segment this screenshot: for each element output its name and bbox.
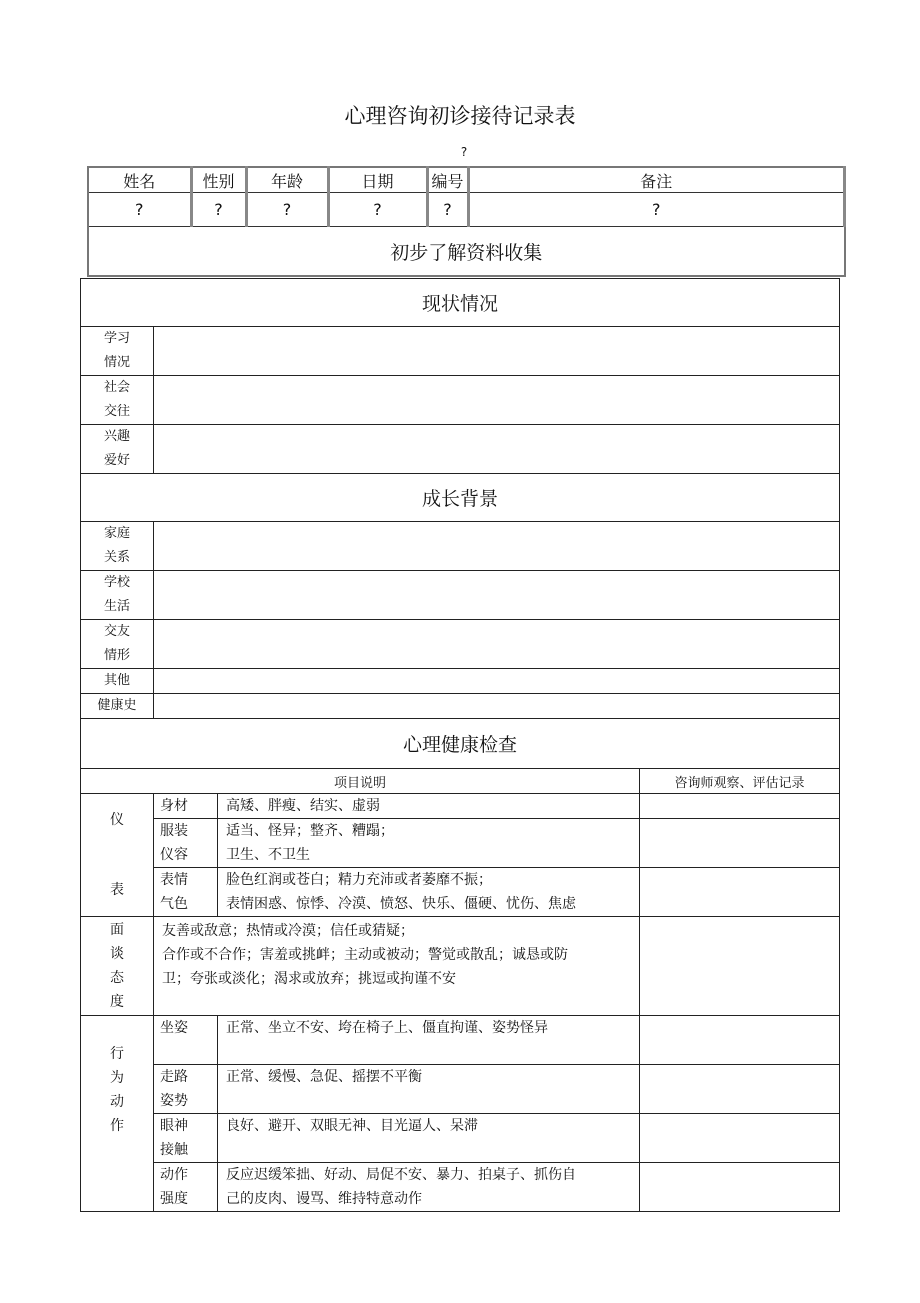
sit-desc: 正常、坐立不安、垮在椅子上、僵直拘谨、姿势怪异 (218, 1016, 640, 1065)
table-row (81, 1163, 840, 1212)
behavior-category: 行 为 动 作 (81, 1016, 154, 1212)
col-remarks: 备注 (468, 167, 845, 193)
table-row (81, 522, 840, 571)
table-row (81, 1016, 840, 1065)
school-field[interactable] (154, 571, 840, 620)
friends-label: 交友 情形 (81, 620, 154, 669)
eye-label: 眼神 接触 (154, 1114, 218, 1163)
hobby-field[interactable] (154, 425, 840, 474)
col-date: 日期 (328, 167, 427, 193)
action-record[interactable] (640, 1163, 840, 1212)
mental-check-column-header (81, 769, 840, 794)
col-gender: 性别 (191, 167, 246, 193)
eye-record[interactable] (640, 1114, 840, 1163)
body-label: 身材 (154, 794, 218, 819)
table-row (81, 376, 840, 425)
health-history-label: 健康史 (81, 694, 154, 719)
body-desc: 高矮、胖瘦、结实、虚弱 (218, 794, 640, 819)
table-row (81, 819, 840, 868)
eye-desc: 良好、避开、双眼无神、目光逼人、呆滞 (218, 1114, 640, 1163)
table-row (81, 868, 840, 917)
walk-desc: 正常、缓慢、急促、摇摆不平衡 (218, 1065, 640, 1114)
number-value[interactable]: ? (427, 193, 468, 227)
table-row (81, 794, 840, 819)
age-value[interactable]: ? (246, 193, 328, 227)
basic-info-table (87, 166, 846, 277)
gender-value[interactable]: ? (191, 193, 246, 227)
assessment-table (80, 278, 840, 1212)
table-row (81, 327, 840, 376)
health-history-field[interactable] (154, 694, 840, 719)
basic-info-value-row (88, 193, 845, 227)
other-field[interactable] (154, 669, 840, 694)
other-label: 其他 (81, 669, 154, 694)
col-number: 编号 (427, 167, 468, 193)
school-label: 学校 生活 (81, 571, 154, 620)
friends-field[interactable] (154, 620, 840, 669)
table-row (81, 669, 840, 694)
hobby-label: 兴趣 爱好 (81, 425, 154, 474)
table-row (81, 571, 840, 620)
table-row (81, 694, 840, 719)
mental-check-heading: 心理健康检查 (81, 719, 840, 769)
counselor-record-header: 咨询师观察、评估记录 (640, 769, 840, 794)
table-row (81, 425, 840, 474)
walk-record[interactable] (640, 1065, 840, 1114)
attitude-desc: 友善或敌意；热情或冷漠；信任或猜疑； 合作或不合作；害羞或挑衅；主动或被动；警觉或散乱；诚恳或防 卫；夸张或淡化；渴求或放弃；挑逗或拘谨不安 (154, 917, 640, 1016)
face-label: 表情 气色 (154, 868, 218, 917)
social-field[interactable] (154, 376, 840, 425)
appearance-category: 仪 表 (81, 794, 154, 917)
sit-label: 坐姿 (154, 1016, 218, 1065)
study-field[interactable] (154, 327, 840, 376)
basic-info-header-row (88, 167, 845, 193)
info-collection-row (88, 227, 845, 277)
dress-record[interactable] (640, 819, 840, 868)
attitude-category: 面 谈 态 度 (81, 917, 154, 1016)
mental-check-section (81, 719, 840, 769)
table-row (81, 1065, 840, 1114)
table-row (81, 620, 840, 669)
face-desc: 脸色红润或苍白；精力充沛或者萎靡不振； 表情困惑、惊悸、冷漠、愤怒、快乐、僵硬、忧伤、焦虑 (218, 868, 640, 917)
study-label: 学习 情况 (81, 327, 154, 376)
table-row (81, 1114, 840, 1163)
social-label: 社会 交往 (81, 376, 154, 425)
col-name: 姓名 (88, 167, 191, 193)
item-description-header: 项目说明 (81, 769, 640, 794)
table-row (81, 917, 840, 1016)
family-field[interactable] (154, 522, 840, 571)
action-label: 动作 强度 (154, 1163, 218, 1212)
info-collection-heading: 初步了解资料收集 (88, 227, 845, 277)
current-status-section (81, 279, 840, 327)
dress-desc: 适当、怪异；整齐、糟蹋； 卫生、不卫生 (218, 819, 640, 868)
dress-label: 服装 仪容 (154, 819, 218, 868)
walk-label: 走路 姿势 (154, 1065, 218, 1114)
date-value[interactable]: ? (328, 193, 427, 227)
attitude-record[interactable] (640, 917, 840, 1016)
family-label: 家庭 关系 (81, 522, 154, 571)
action-desc: 反应迟缓笨拙、好动、局促不安、暴力、拍桌子、抓伤自 己的皮肉、谩骂、维持特意动作 (218, 1163, 640, 1212)
name-value[interactable]: ? (88, 193, 191, 227)
col-age: 年龄 (246, 167, 328, 193)
subtitle-mark: ? (460, 145, 468, 159)
remarks-value[interactable]: ? (468, 193, 845, 227)
growth-heading: 成长背景 (81, 474, 840, 522)
sit-record[interactable] (640, 1016, 840, 1065)
page-title: 心理咨询初诊接待记录表 (344, 104, 576, 128)
growth-section (81, 474, 840, 522)
current-status-heading: 现状情况 (81, 279, 840, 327)
face-record[interactable] (640, 868, 840, 917)
body-record[interactable] (640, 794, 840, 819)
